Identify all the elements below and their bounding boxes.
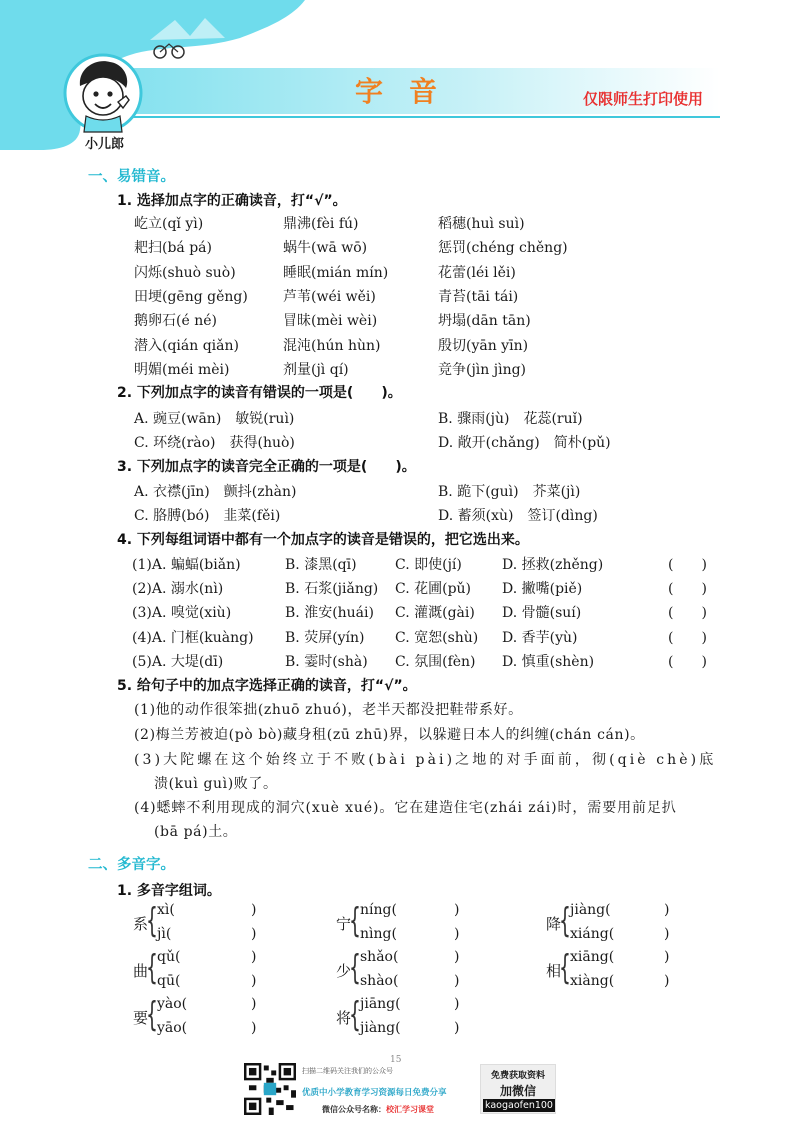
polyphone-item bbox=[133, 996, 318, 1042]
polyphone-reading: jiàng( bbox=[360, 1020, 401, 1036]
brace-icon: { bbox=[349, 995, 361, 1035]
polyphone-blank-close: ) bbox=[251, 973, 257, 989]
q4-option: B. 漆黑(qī) bbox=[285, 557, 357, 573]
polyphone-reading: níng( bbox=[360, 902, 397, 918]
polyphone-blank-close: ) bbox=[664, 949, 670, 965]
polyphone-item bbox=[546, 902, 731, 948]
q1-word-item: 闪烁(shuò suò) bbox=[134, 264, 236, 281]
q4-answer-blank: ( ) bbox=[668, 605, 707, 622]
brand-label: 小儿郎 bbox=[85, 137, 125, 152]
brace-icon: { bbox=[146, 901, 158, 941]
q1-word-item: 冒昧(mèi wèi) bbox=[283, 313, 378, 330]
polyphone-reading: qū( bbox=[157, 973, 181, 989]
q1-word-item: 明媚(méi mèi) bbox=[134, 361, 230, 378]
q1-word-item: 蜗牛(wā wō) bbox=[283, 240, 368, 257]
q4-option: C. 宽恕(shù) bbox=[395, 629, 479, 646]
q4-option: B. 石浆(jiǎng) bbox=[285, 581, 379, 598]
brace-icon: { bbox=[146, 995, 158, 1035]
polyphone-reading: nìng( bbox=[360, 926, 397, 942]
free-resources-label: 免费获取资料 bbox=[490, 1071, 545, 1081]
polyphone-reading: shǎo( bbox=[360, 949, 399, 965]
q2-option-a: A. 豌豆(wān) 敏锐(ruì) bbox=[134, 411, 295, 427]
q5-line-1: (1)他的动作很笨拙(zhuō zhuó)，老半天都没把鞋带系好。 bbox=[134, 702, 523, 718]
polyphone-reading: yào( bbox=[157, 996, 188, 1012]
q1-word-item: 鼎沸(fèi fú) bbox=[283, 216, 359, 232]
brace-icon: { bbox=[349, 901, 361, 941]
polyphone-reading: xiàng( bbox=[570, 973, 615, 989]
polyphone-reading: xì( bbox=[157, 902, 175, 918]
polyphone-blank-close: ) bbox=[664, 973, 670, 989]
q4-option: C. 灌溉(gài) bbox=[395, 605, 475, 622]
q3-prompt: 3. 下列加点字的读音完全正确的一项是( )。 bbox=[117, 459, 416, 475]
q2-option-b: B. 骤雨(jù) 花蕊(ruǐ) bbox=[438, 411, 583, 427]
q4-option: D. 慎重(shèn) bbox=[502, 653, 595, 670]
polyphone-blank-close: ) bbox=[251, 949, 257, 965]
polyphone-item bbox=[336, 949, 521, 995]
polyphone-char: 宁 bbox=[336, 915, 352, 933]
q1-word-item: 惩罚(chéng chěng) bbox=[438, 240, 568, 257]
poly-prompt: 1. 多音字组词。 bbox=[117, 883, 221, 899]
print-note: 仅限师生打印使用 bbox=[583, 90, 704, 108]
polyphone-item bbox=[546, 949, 731, 995]
q1-word-item: 潜入(qián qiǎn) bbox=[134, 337, 239, 354]
polyphone-blank-close: ) bbox=[454, 949, 460, 965]
page-title: 字音 bbox=[355, 75, 464, 108]
q1-word-item: 田埂(gēng gěng) bbox=[134, 288, 248, 305]
q1-word-item: 坍塌(dān tān) bbox=[438, 313, 531, 330]
polyphone-blank-close: ) bbox=[251, 926, 257, 942]
q1-word-item: 屹立(qǐ yì) bbox=[134, 216, 204, 232]
mascot-boy-icon bbox=[62, 52, 144, 134]
wechat-label: 微信公众号名称： bbox=[322, 1105, 386, 1114]
polyphone-char: 相 bbox=[546, 962, 562, 980]
q3-option-d: D. 蓄须(xù) 签订(dìng) bbox=[438, 508, 598, 524]
q3-option-b: B. 跪下(guì) 芥菜(jì) bbox=[438, 484, 581, 500]
q5-line-3: (3)大陀螺在这个始终立于不败(bài pài)之地的对手面前，彻(qiè chè)底 bbox=[134, 752, 717, 768]
polyphone-char: 曲 bbox=[133, 962, 149, 980]
brace-icon: { bbox=[559, 948, 571, 988]
polyphone-blank-close: ) bbox=[251, 902, 257, 918]
q4-answer-blank: ( ) bbox=[668, 581, 707, 598]
q1-word-item: 耙扫(bá pá) bbox=[134, 240, 212, 257]
footer-wechat-line bbox=[322, 1104, 434, 1115]
q4-option: D. 骨髓(suí) bbox=[502, 605, 582, 622]
brace-icon: { bbox=[349, 948, 361, 988]
q4-option: (3)A. 嗅觉(xiù) bbox=[132, 605, 232, 622]
polyphone-item bbox=[133, 949, 318, 995]
footer-share-text: 优质中小学教育学习资源每日免费分享 bbox=[302, 1088, 447, 1098]
polyphone-blank-close: ) bbox=[454, 973, 460, 989]
polyphone-blank-close: ) bbox=[251, 1020, 257, 1036]
q5-prompt: 5. 给句子中的加点字选择正确的读音，打“√”。 bbox=[117, 678, 417, 694]
q4-answer-blank: ( ) bbox=[668, 653, 707, 670]
polyphone-item bbox=[336, 902, 521, 948]
q4-option: B. 荧屏(yín) bbox=[285, 629, 365, 646]
q4-option: (1)A. 蝙蝠(biǎn) bbox=[132, 557, 241, 573]
q4-prompt: 4. 下列每组词语中都有一个加点字的读音是错误的，把它选出来。 bbox=[117, 532, 529, 548]
polyphone-reading: qǔ( bbox=[157, 949, 181, 965]
q4-option: B. 霎时(shà) bbox=[285, 653, 368, 670]
footer-contact-box bbox=[480, 1064, 556, 1114]
q5-line-6: (bā pá)土。 bbox=[154, 824, 238, 840]
q2-option-d: D. 敞开(chǎng) 简朴(pǔ) bbox=[438, 435, 611, 451]
q4-answer-blank: ( ) bbox=[668, 557, 707, 573]
q4-option: D. 撇嘴(piě) bbox=[502, 581, 583, 598]
q1-word-item: 殷切(yān yīn) bbox=[438, 337, 529, 354]
polyphone-blank-close: ) bbox=[454, 902, 460, 918]
q3-option-c: C. 胳膊(bó) 韭菜(fěi) bbox=[134, 508, 281, 524]
polyphone-char: 系 bbox=[133, 915, 149, 933]
qr-code-icon bbox=[244, 1063, 296, 1115]
section-1-title: 一、易错音。 bbox=[88, 169, 175, 185]
q1-word-item: 青苔(tāi tái) bbox=[438, 288, 519, 305]
q4-option: D. 拯救(zhěng) bbox=[502, 557, 604, 573]
polyphone-reading: xiáng( bbox=[570, 926, 615, 942]
q4-option: D. 香芋(yù) bbox=[502, 629, 578, 646]
q4-option: (5)A. 大堤(dī) bbox=[132, 653, 224, 670]
q2-prompt: 2. 下列加点字的读音有错误的一项是( )。 bbox=[117, 385, 402, 401]
q1-word-item: 竞争(jìn jìng) bbox=[438, 361, 527, 378]
polyphone-reading: shào( bbox=[360, 973, 399, 989]
q4-option: (4)A. 门框(kuàng) bbox=[132, 629, 254, 646]
polyphone-item bbox=[336, 996, 521, 1042]
q4-option: C. 花圃(pǔ) bbox=[395, 581, 472, 598]
q1-word-item: 花蕾(léi lěi) bbox=[438, 264, 516, 281]
polyphone-blank-close: ) bbox=[454, 926, 460, 942]
q1-word-item: 鹅卵石(é né) bbox=[134, 313, 217, 330]
q1-word-item: 剂量(jì qí) bbox=[283, 361, 349, 378]
polyphone-reading: xiāng( bbox=[570, 949, 615, 965]
polyphone-item bbox=[133, 902, 318, 948]
q1-word-item: 混沌(hún hùn) bbox=[283, 337, 381, 354]
q1-word-item: 芦苇(wéi wěi) bbox=[283, 288, 376, 305]
polyphone-char: 要 bbox=[133, 1009, 149, 1027]
q5-line-2: (2)梅兰芳被迫(pò bò)藏身租(zū zhū)界，以躲避日本人的纠缠(chán cán)。 bbox=[134, 727, 645, 743]
header-underline bbox=[110, 116, 720, 118]
q4-option: B. 淮安(huái) bbox=[285, 605, 374, 622]
page-number: 15 bbox=[390, 1055, 402, 1065]
section-2-title: 二、多音字。 bbox=[88, 857, 175, 873]
q5-line-5: (4)蟋蟀不利用现成的洞穴(xuè xué)。它在建造住宅(zhái zái)时，需要用前足扒 bbox=[134, 800, 677, 816]
q5-line-4: 溃(kuì guì)败了。 bbox=[154, 776, 278, 792]
polyphone-blank-close: ) bbox=[664, 902, 670, 918]
q4-option: C. 即使(jí) bbox=[395, 557, 462, 573]
q2-option-c: C. 环绕(rào) 获得(huò) bbox=[134, 435, 295, 451]
q4-option: (2)A. 溺水(nì) bbox=[132, 581, 224, 598]
brace-icon: { bbox=[559, 901, 571, 941]
polyphone-blank-close: ) bbox=[664, 926, 670, 942]
polyphone-blank-close: ) bbox=[454, 1020, 460, 1036]
polyphone-reading: jiàng( bbox=[570, 902, 611, 918]
q3-option-a: A. 衣襟(jīn) 颤抖(zhàn) bbox=[134, 484, 297, 500]
brace-icon: { bbox=[146, 948, 158, 988]
polyphone-blank-close: ) bbox=[454, 996, 460, 1012]
polyphone-reading: jì( bbox=[157, 926, 172, 942]
q4-answer-blank: ( ) bbox=[668, 629, 707, 646]
polyphone-char: 将 bbox=[336, 1009, 352, 1027]
footer-scan-text: 扫描二维码关注我们的公众号 bbox=[302, 1067, 393, 1075]
wechat-id: kaogaofen100 bbox=[483, 1099, 555, 1112]
polyphone-reading: yāo( bbox=[157, 1020, 188, 1036]
q1-word-item: 睡眠(mián mín) bbox=[283, 264, 389, 281]
wechat-name: 校汇学习课堂 bbox=[386, 1105, 434, 1114]
add-wechat-label: 加微信 bbox=[499, 1084, 536, 1098]
q1-prompt: 1. 选择加点字的正确读音，打“√”。 bbox=[117, 193, 347, 209]
polyphone-char: 降 bbox=[546, 915, 562, 933]
q4-option: C. 氛围(fèn) bbox=[395, 653, 476, 670]
polyphone-reading: jiāng( bbox=[360, 996, 401, 1012]
polyphone-blank-close: ) bbox=[251, 996, 257, 1012]
polyphone-char: 少 bbox=[336, 962, 352, 980]
q1-word-item: 稻穗(huì suì) bbox=[438, 216, 525, 232]
